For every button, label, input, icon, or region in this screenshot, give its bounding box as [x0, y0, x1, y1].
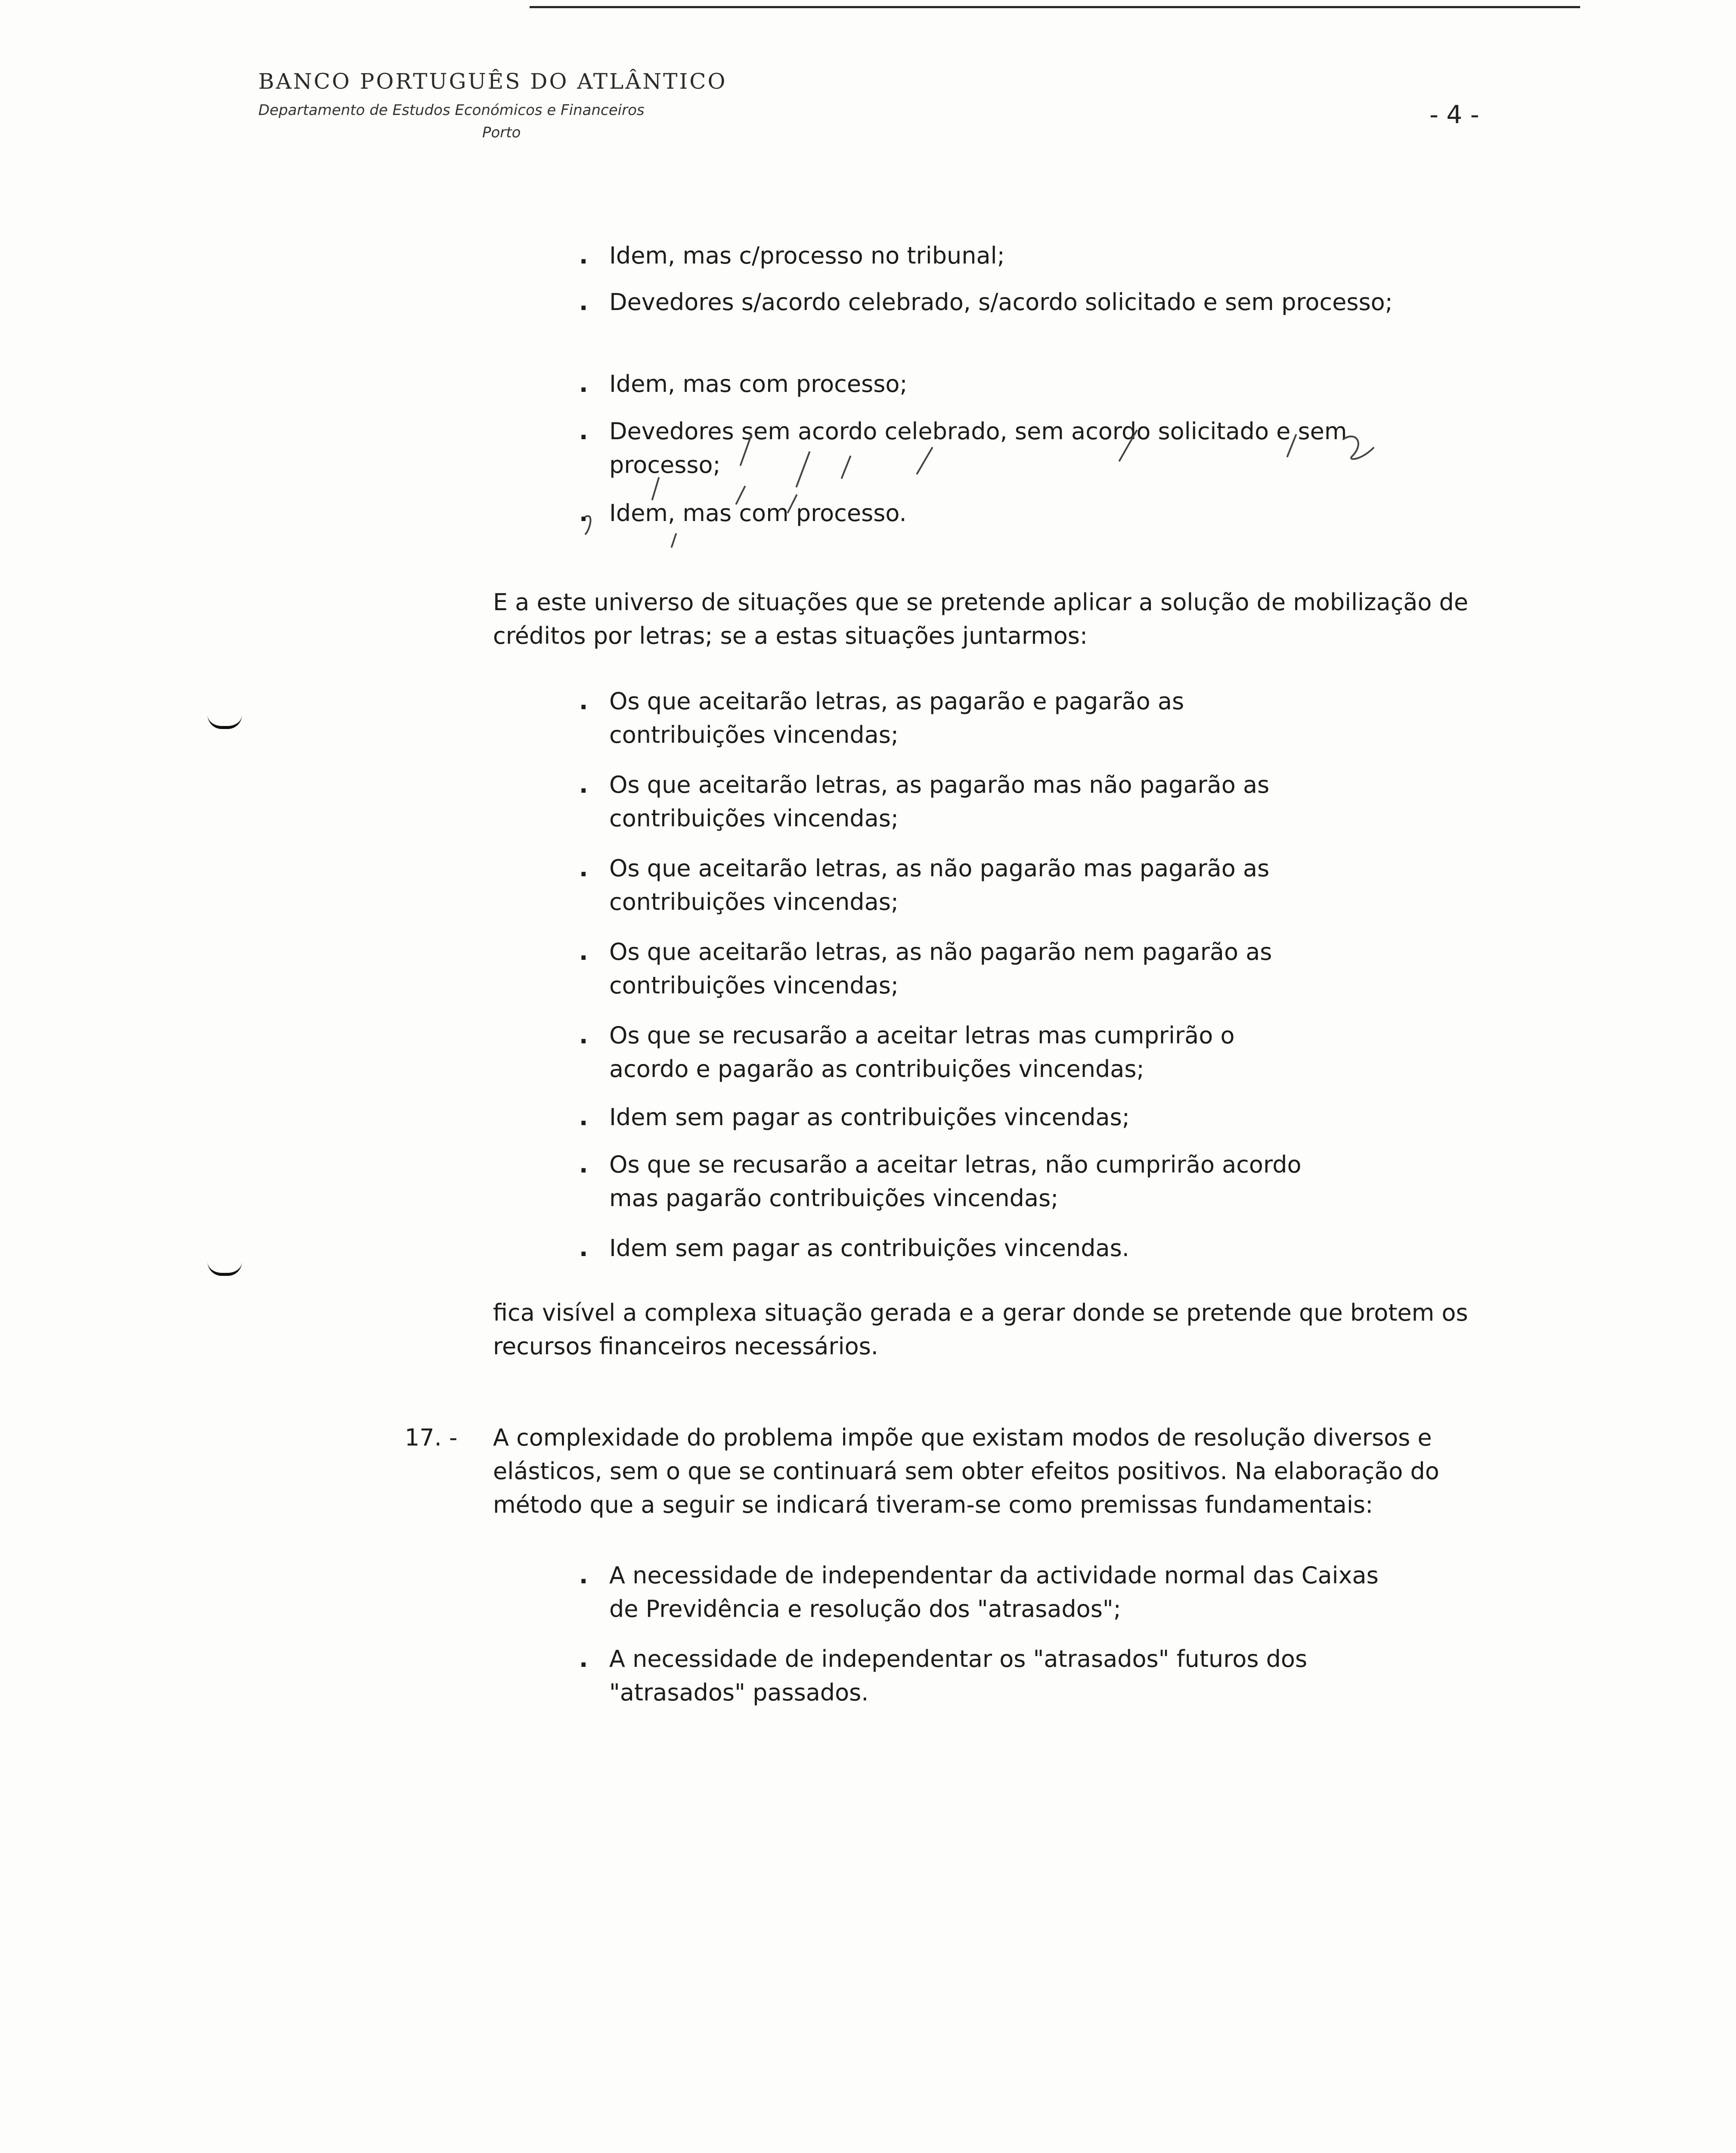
- bullet-dot: .: [579, 938, 588, 965]
- bullet-dot: .: [579, 1645, 588, 1672]
- bullet-dot: .: [579, 242, 588, 269]
- paragraph-complex-situation: fica visível a complexa situação gerada e a gerar donde se pretende que brotem os recursos financeiros necessários.: [493, 1299, 1468, 1360]
- department-name: Departamento de Estudos Económicos e Financeiros: [258, 102, 645, 119]
- bank-name: BANCO PORTUGUÊS DO ATLÂNTICO: [258, 69, 727, 94]
- list-c: [579, 1559, 1397, 1731]
- list-item-text: A necessidade de independentar os "atrasados" futuros dos "atrasados" passados.: [609, 1645, 1308, 1706]
- bullet-dot: .: [579, 1022, 588, 1049]
- list-item: [579, 1232, 1311, 1265]
- list-item-text: Idem, mas com processo.: [609, 499, 907, 527]
- list-item-text: Devedores sem acordo celebrado, sem acordo solicitado e sem processo;: [609, 418, 1347, 478]
- list-item: [579, 496, 1397, 530]
- section-17-text: A complexidade do problema impõe que existam modos de resolução diversos e elásticos, sem o que se continuará sem obter efeitos positivos. Na elaboração do método que a seguir se indicará tiveram-se como premissas fundamentais:: [493, 1424, 1439, 1518]
- binder-hole-mark: [208, 1262, 242, 1276]
- bullet-dot: .: [579, 688, 588, 715]
- list-item-text: Idem sem pagar as contribuições vincendas.: [609, 1235, 1129, 1262]
- page-number: - 4 -: [1429, 100, 1479, 129]
- bullet-dot: .: [579, 771, 588, 798]
- list-item: [579, 1101, 1311, 1134]
- list-item-text: Idem, mas com processo;: [609, 370, 908, 397]
- letterhead: [258, 69, 727, 141]
- list-item-text: Os que aceitarão letras, as pagarão e pagarão as contribuições vincendas;: [609, 688, 1184, 748]
- bullet-dot: .: [579, 1151, 588, 1178]
- list-item-text: Os que se recusarão a aceitar letras mas cumprirão o acordo e pagarão as contribuições vincendas;: [609, 1022, 1235, 1083]
- list-item: [579, 1642, 1397, 1709]
- list-item: [579, 285, 1397, 319]
- bullet-dot: .: [579, 1562, 588, 1589]
- list-item: [579, 1019, 1311, 1086]
- list-item: [579, 935, 1311, 1002]
- section-number: 17. -: [405, 1424, 458, 1451]
- list-item: [579, 685, 1311, 752]
- list-item: [579, 239, 1397, 273]
- list-item: [579, 1559, 1397, 1626]
- list-item-text: Os que aceitarão letras, as pagarão mas não pagarão as contribuições vincendas;: [609, 771, 1270, 832]
- bullet-dot: .: [579, 1235, 588, 1262]
- city-name: Porto: [482, 124, 521, 141]
- binder-hole-mark: [208, 715, 242, 729]
- list-b: [579, 685, 1397, 1275]
- top-rule: [530, 6, 1580, 8]
- bullet-dot: .: [579, 855, 588, 882]
- list-item-text: Os que aceitarão letras, as não pagarão mas pagarão as contribuições vincendas;: [609, 855, 1270, 915]
- bullet-dot: .: [579, 370, 588, 397]
- paragraph-universe: E a este universo de situações que se pretende aplicar a solução de mobilização de créditos por letras; se a estas situações juntarmos:: [493, 589, 1469, 649]
- list-item-text: Devedores s/acordo celebrado, s/acordo solicitado e sem processo;: [609, 289, 1393, 316]
- list-item-text: A necessidade de independentar da actividade normal das Caixas de Previdência e resolução dos "atrasados";: [609, 1562, 1379, 1623]
- bullet-dot: .: [579, 499, 588, 527]
- bullet-dot: .: [579, 418, 588, 445]
- list-item: [579, 367, 1397, 401]
- list-a: [579, 239, 1397, 540]
- list-item: [579, 1148, 1311, 1215]
- bullet-dot: .: [579, 1104, 588, 1131]
- list-item-text: Os que aceitarão letras, as não pagarão nem pagarão as contribuições vincendas;: [609, 938, 1272, 999]
- list-item: [579, 768, 1311, 835]
- list-item: [579, 852, 1311, 919]
- list-item-text: Idem sem pagar as contribuições vincendas;: [609, 1104, 1130, 1131]
- list-item-text: Os que se recusarão a aceitar letras, não cumprirão acordo mas pagarão contribuições vincendas;: [609, 1151, 1302, 1212]
- bullet-dot: .: [579, 289, 588, 316]
- list-item: [579, 415, 1397, 482]
- list-item-text: Idem, mas c/processo no tribunal;: [609, 242, 1005, 269]
